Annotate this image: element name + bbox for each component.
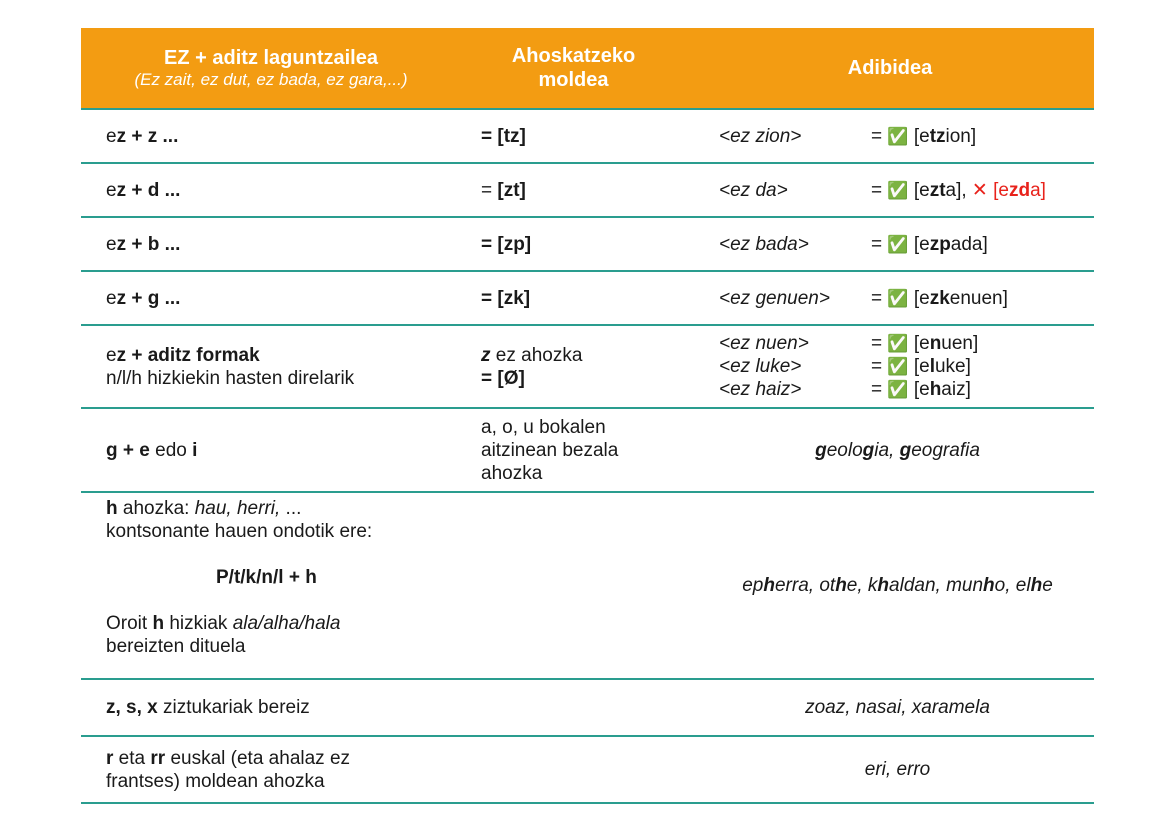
- result-cell: [871, 326, 1093, 407]
- rule-letter: r: [106, 747, 114, 769]
- check-icon: ✅: [887, 334, 909, 353]
- example-part: e: [1042, 575, 1053, 596]
- example-text: <ez genuen>: [719, 287, 830, 309]
- rule-word: Oroit: [106, 613, 153, 634]
- rule-prefix: e: [106, 233, 117, 255]
- example-cell: [719, 110, 869, 162]
- pron-letter: z: [481, 344, 491, 366]
- rule-word: eta: [113, 747, 151, 769]
- header-col2-line1: Ahoskatzeko: [511, 45, 636, 67]
- example-part: aldan, mun: [889, 575, 984, 596]
- pron-cell: [481, 409, 681, 491]
- rule-formula: P/t/k/n/l + h: [216, 567, 317, 588]
- rule-prefix: e: [106, 125, 117, 147]
- rule-word: edo: [149, 439, 193, 461]
- example-text: <ez haiz>: [719, 379, 802, 400]
- check-icon: ✅: [887, 357, 909, 376]
- example-bold: g: [862, 439, 875, 461]
- rule-letters: z, s, x: [106, 697, 158, 718]
- equals-sign: =: [871, 287, 888, 309]
- result-cell: [871, 272, 1093, 324]
- rule-cell: [106, 409, 466, 491]
- result-part: ion]: [945, 125, 977, 147]
- rule-text: z + b ...: [116, 233, 181, 255]
- rule-cell: [106, 326, 466, 407]
- result-bold: l: [929, 356, 935, 377]
- rule-word: ahozka:: [117, 498, 195, 519]
- result-part: [e: [913, 233, 930, 255]
- rule-line5: bereizten dituela: [106, 636, 246, 657]
- rule-line2: n/l/h hizkiekin hasten direlarik: [106, 367, 355, 389]
- rule-cell: [106, 272, 466, 324]
- example-part: eolo: [826, 439, 863, 461]
- header-col-ahoskatzeko: [461, 28, 686, 108]
- example-text: <ez luke>: [719, 356, 802, 377]
- rule-letter: g: [106, 439, 118, 461]
- rule-text: z + g ...: [116, 287, 181, 309]
- example-text: <ez zion>: [719, 125, 802, 147]
- check-icon: ✅: [887, 288, 909, 308]
- equals-sign: =: [871, 356, 888, 377]
- header-col1-title: EZ + aditz laguntzailea: [164, 47, 378, 69]
- equals-sign: =: [871, 379, 888, 400]
- result-bold: n: [929, 333, 942, 354]
- example-part: ep: [742, 575, 764, 596]
- example-part: o, el: [994, 575, 1031, 596]
- example-bold: h: [877, 575, 890, 596]
- example-text: zoaz, nasai, xaramela: [805, 697, 990, 718]
- pron-line: a, o, u bokalen: [481, 416, 606, 438]
- result-part: aiz]: [941, 379, 971, 400]
- header-col1-subtitle: (Ez zait, ez dut, ez bada, ez gara,...): [134, 70, 408, 89]
- rule-letter: rr: [150, 747, 166, 769]
- header-col2-line2: moldea: [538, 69, 609, 91]
- result-part: a],: [945, 179, 967, 201]
- rule-cell: [106, 680, 466, 735]
- example-bold: g: [815, 439, 827, 461]
- wrong-part: [e: [993, 179, 1009, 201]
- check-icon: ✅: [887, 180, 909, 200]
- rule-prefix: e: [106, 287, 117, 309]
- result-bold: h: [929, 379, 942, 400]
- result-bold: zk: [929, 287, 950, 309]
- rule-prefix: e: [106, 344, 117, 366]
- result-part: [e: [913, 333, 930, 354]
- example-bold: h: [835, 575, 847, 596]
- example-text: <ez da>: [719, 179, 788, 201]
- result-part: [e: [913, 356, 930, 377]
- rule-text: z + d ...: [116, 179, 181, 201]
- rule-text: z + aditz formak: [116, 344, 260, 366]
- pron-equals: =: [481, 179, 498, 201]
- result-part: [e: [913, 379, 930, 400]
- example-part: eografia: [911, 439, 980, 461]
- example-bold: g: [899, 439, 912, 461]
- example-cell: [719, 326, 869, 407]
- rule-cell: [106, 493, 466, 678]
- result-part: [e: [913, 179, 930, 201]
- example-cell: [719, 272, 869, 324]
- rule-dots: ...: [280, 498, 302, 519]
- rule-line2: kontsonante hauen ondotik ere:: [106, 521, 373, 542]
- result-bold: zp: [929, 233, 951, 255]
- rule-example: ala/alha/hala: [232, 613, 341, 634]
- result-cell: [871, 164, 1093, 216]
- example-cell: [719, 218, 869, 270]
- result-bold: zt: [929, 179, 946, 201]
- pron-cell: [481, 272, 681, 324]
- rule-text: euskal (eta ahalaz ez: [165, 747, 351, 769]
- check-icon: ✅: [887, 126, 909, 146]
- pron-line: aitzinean bezala: [481, 439, 619, 461]
- result-cell: [871, 110, 1093, 162]
- rule-letter: i: [192, 439, 198, 461]
- pron-cell: [481, 326, 681, 407]
- check-icon: ✅: [887, 234, 909, 254]
- pron-cell: [481, 110, 681, 162]
- table-row: [81, 409, 1094, 493]
- table-row: [81, 737, 1094, 804]
- rule-example: hau, herri,: [194, 498, 281, 519]
- rule-plus: +: [117, 439, 140, 461]
- example-cell: [701, 737, 1094, 802]
- rule-prefix: e: [106, 179, 117, 201]
- table-row: [81, 680, 1094, 737]
- example-part: e, k: [846, 575, 878, 596]
- header-col-adibidea: [686, 28, 1094, 108]
- table-row: [81, 493, 1094, 680]
- table-header: [81, 28, 1094, 110]
- equals-sign: =: [871, 233, 888, 255]
- pron-text: ez ahozka: [490, 344, 583, 366]
- example-text: eri, erro: [864, 759, 931, 780]
- rule-cell: [106, 164, 466, 216]
- rule-word: hizkiak: [164, 613, 233, 634]
- rule-cell: [106, 218, 466, 270]
- example-cell: [701, 409, 1094, 491]
- pron-line: ahozka: [481, 462, 543, 484]
- wrong-part: a]: [1030, 179, 1046, 201]
- pron-cell: [481, 218, 681, 270]
- table-row: [81, 110, 1094, 164]
- example-part: ia,: [874, 439, 900, 461]
- check-icon: ✅: [887, 380, 909, 399]
- result-bold: tz: [929, 125, 946, 147]
- result-part: ada]: [950, 233, 988, 255]
- result-part: enuen]: [949, 287, 1008, 309]
- rule-text: z + z ...: [116, 125, 179, 147]
- pron-result: = [Ø]: [481, 367, 525, 389]
- cross-icon: ✕: [971, 179, 988, 201]
- example-cell: [701, 680, 1094, 735]
- example-cell: [719, 164, 869, 216]
- result-cell: [871, 218, 1093, 270]
- result-part: uen]: [941, 333, 979, 354]
- rule-letter: h: [152, 613, 165, 634]
- pron-text: = [tz]: [481, 125, 526, 147]
- example-cell: [701, 493, 1094, 678]
- table-row: [81, 164, 1094, 218]
- equals-sign: =: [871, 125, 888, 147]
- pron-cell: [481, 164, 681, 216]
- example-text: <ez bada>: [719, 233, 809, 255]
- table-row: [81, 218, 1094, 272]
- example-bold: h: [1030, 575, 1043, 596]
- equals-sign: =: [871, 179, 888, 201]
- rule-letter: h: [106, 498, 118, 519]
- pron-text: = [zp]: [481, 233, 532, 255]
- rule-letter: e: [139, 439, 150, 461]
- example-bold: h: [983, 575, 995, 596]
- wrong-result: [993, 180, 1046, 201]
- pron-text: = [zk]: [481, 287, 531, 309]
- header-col-aditz: [81, 28, 461, 108]
- wrong-bold: zd: [1008, 179, 1031, 201]
- table-row: [81, 326, 1094, 409]
- example-part: erra, ot: [774, 575, 836, 596]
- pron-text: [zt]: [497, 179, 526, 201]
- rule-line2: frantses) moldean ahozka: [106, 770, 325, 792]
- example-bold: h: [763, 575, 775, 596]
- result-part: [e: [913, 287, 930, 309]
- rule-cell: [106, 110, 466, 162]
- rule-text: ziztukariak bereiz: [157, 697, 310, 718]
- header-col3-title: Adibidea: [847, 57, 933, 79]
- result-part: [e: [913, 125, 930, 147]
- example-text: <ez nuen>: [719, 333, 809, 354]
- table-row: [81, 272, 1094, 326]
- equals-sign: =: [871, 333, 888, 354]
- rule-cell: [106, 737, 466, 802]
- result-part: uke]: [934, 356, 971, 377]
